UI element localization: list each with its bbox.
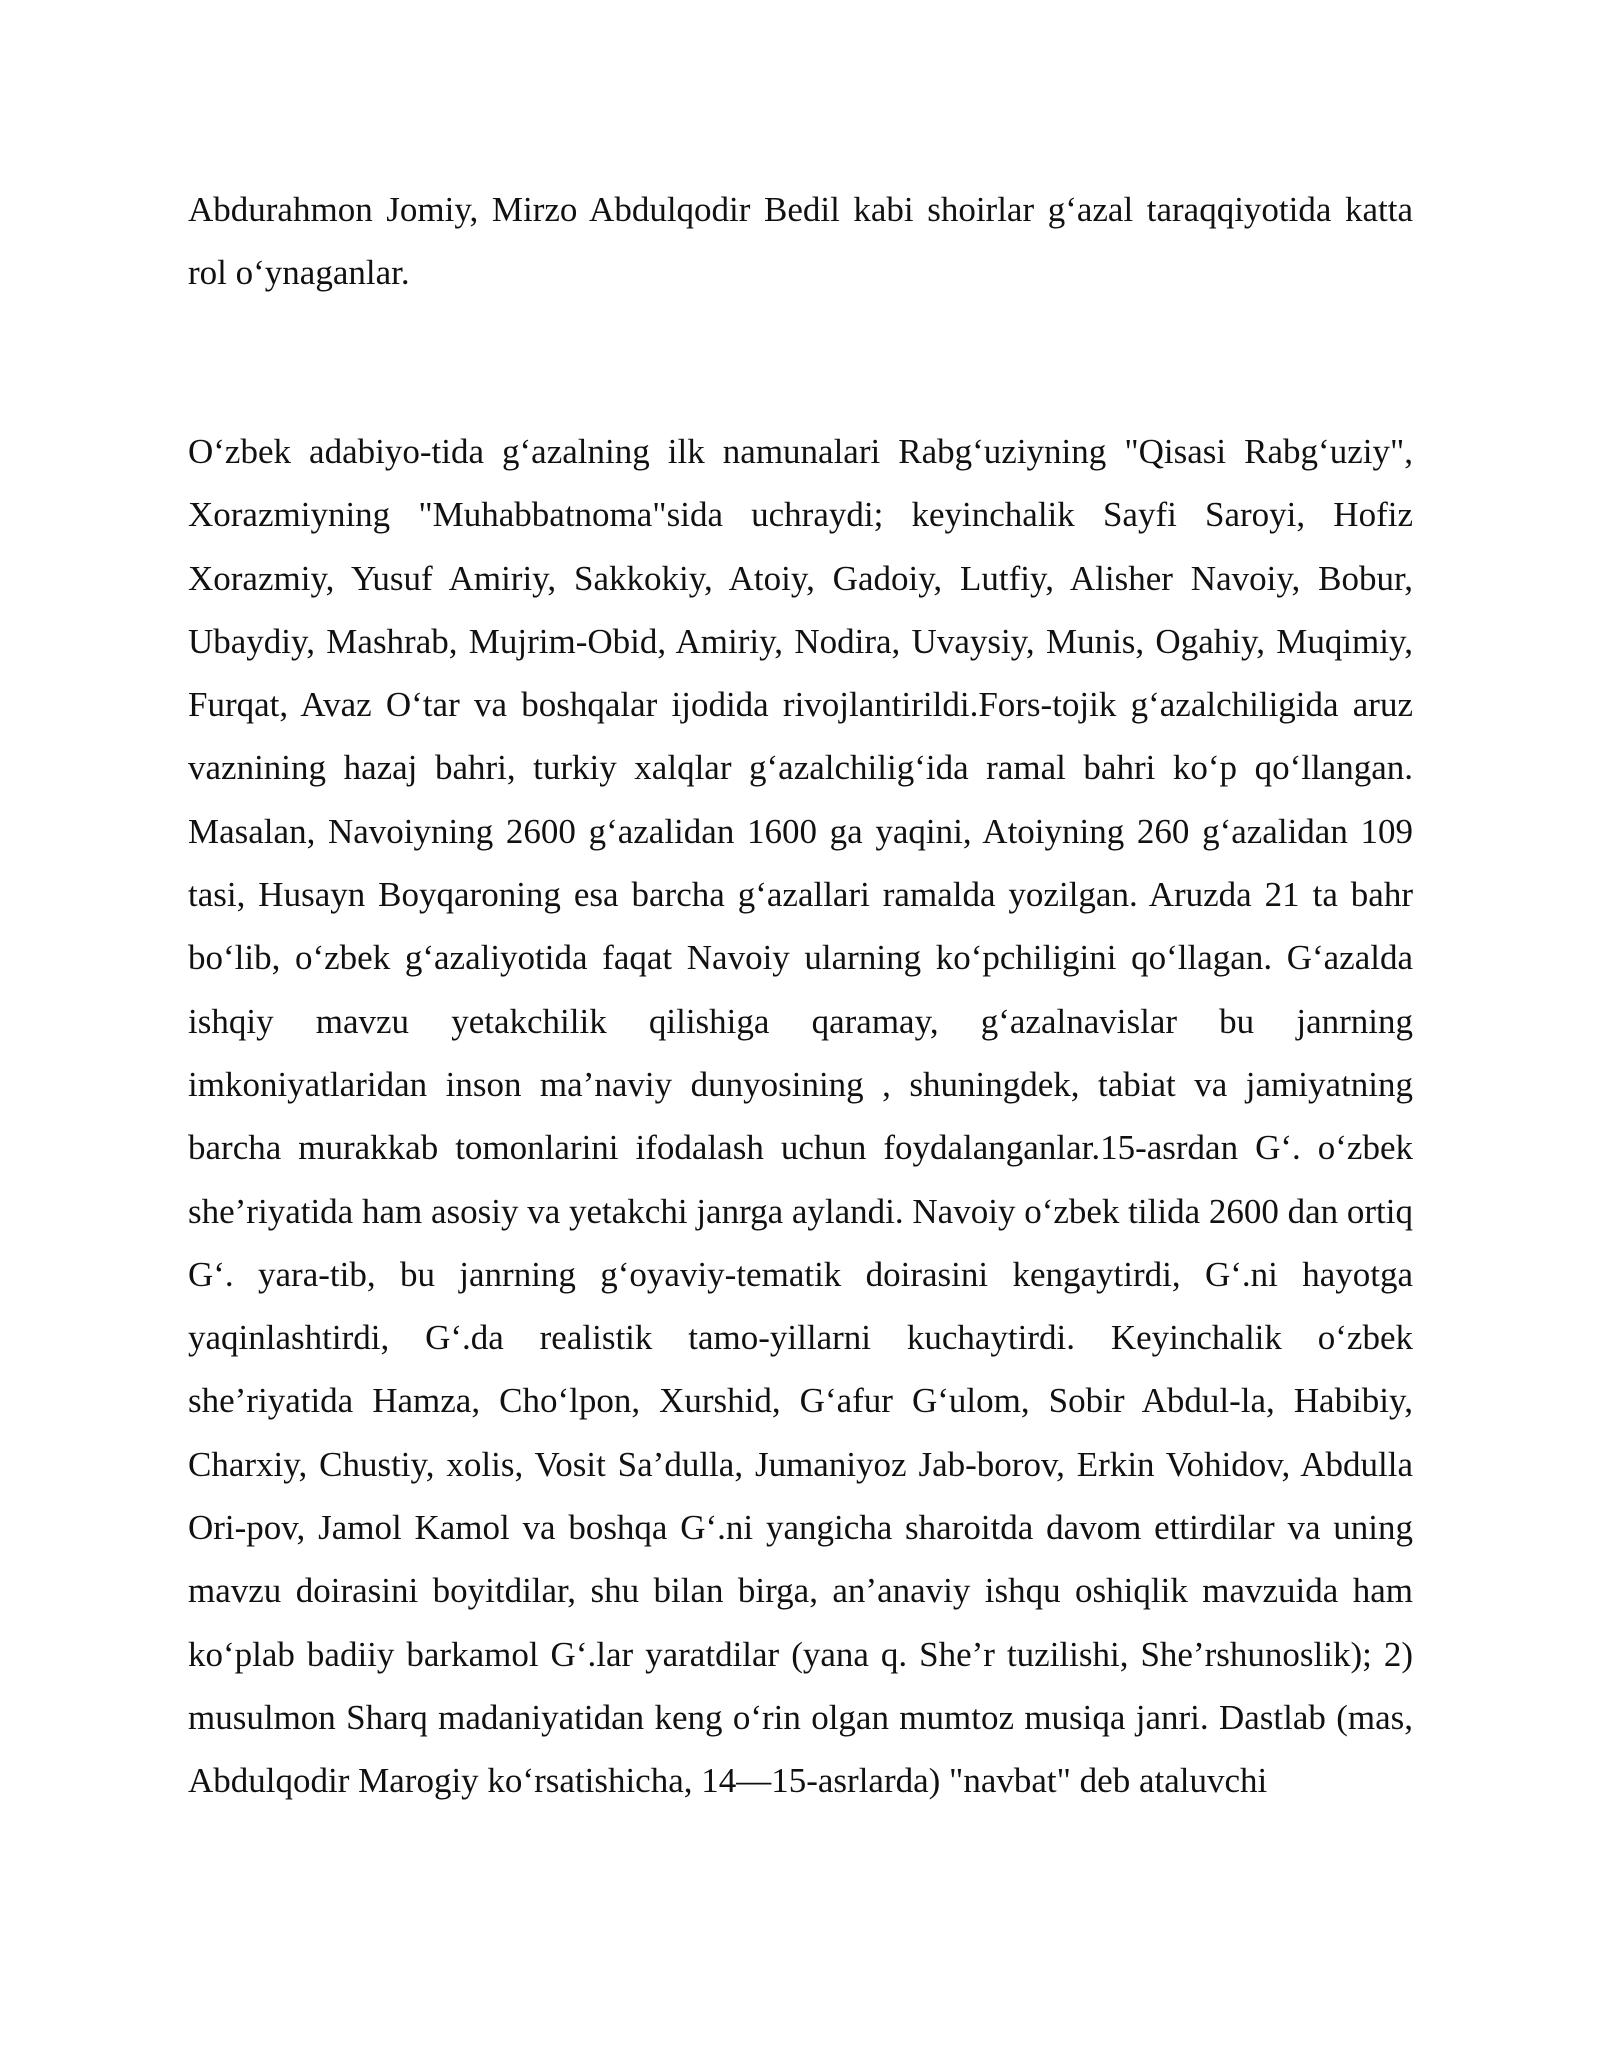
paragraph-intro: Abdurahmon Jomiy, Mirzo Abdulqodir Bedil kabi shoirlar g‘azal taraqqiyotida katta rol o‘ynaganlar. bbox=[188, 190, 1413, 293]
paragraph-main: O‘zbek adabiyo-tida g‘azalning ilk namunalari Rabg‘uziyning "Qisasi Rabg‘uziy", Xorazmiyning "Muhabbatnoma"sida uchraydi; keyinchalik Sayfi Saroyi, Hofiz Xorazmiy, Yusuf Amiriy, Sakkokiy, Atoiy, Gadoiy, Lutfiy, Alisher Navoiy, Bobur, Ubaydiy, Mashrab, Mujrim-Obid, Amiriy, Nodira, Uvaysiy, Munis, Ogahiy, Muqimiy, Furqat, Avaz O‘tar va boshqalar ijodida rivojlantirildi.Fors-tojik g‘azalchiligida aruz vaznining hazaj bahri, turkiy xalqlar g‘azalchilig‘ida ramal bahri ko‘p qo‘llangan. Masalan, Navoiyning 2600 g‘azalidan 1600 ga yaqini, Atoiyning 260 g‘azalidan 109 tasi, Husayn Boyqaroning esa barcha g‘azallari ramalda yozilgan. Aruzda 21 ta bahr bo‘lib, o‘zbek g‘azaliyotida faqat Navoiy ularning ko‘pchiligini qo‘llagan. G‘azalda ishqiy mavzu yetakchilik qilishiga qaramay, g‘azalnavislar bu janrning imkoniyatlaridan inson ma’naviy dunyosining , shuningdek, tabiat va jamiyatning barcha murakkab tomonlarini ifodalash uchun foydalanganlar.15-asrdan G‘. o‘zbek she’riyatida ham asosiy va yetakchi janrga aylandi. Navoiy o‘zbek tilida 2600 dan ortiq G‘. yara-tib, bu janrning g‘oyaviy-tematik doirasini kengaytirdi, G‘.ni hayotga yaqinlashtirdi, G‘.da realistik tamo-yillarni kuchaytirdi. Keyinchalik o‘zbek she’riyatida Hamza, Cho‘lpon, Xurshid, G‘afur G‘ulom, Sobir Abdul-la, Habibiy, Charxiy, Chustiy, xolis, Vosit Sa’dulla, Jumaniyoz Jab-borov, Erkin Vohidov, Abdulla Ori-pov, Jamol Kamol va boshqa G‘.ni yangicha sharoitda davom ettirdilar va uning mavzu doirasini boyitdilar, shu bilan birga, an’anaviy ishqu oshiqlik mavzuida ham ko‘plab badiiy barkamol G‘.lar yaratdilar (yana q. She’r tuzilishi, She’rshunoslik); 2) musulmon Sharq madaniyatidan keng o‘rin olgan mumtoz musiqa janri. Dastlab (mas, Abdulqodir Marogiy ko‘rsatishicha, 14—15-asrlarda) "navbat" deb ataluvchi bbox=[188, 432, 1413, 1801]
